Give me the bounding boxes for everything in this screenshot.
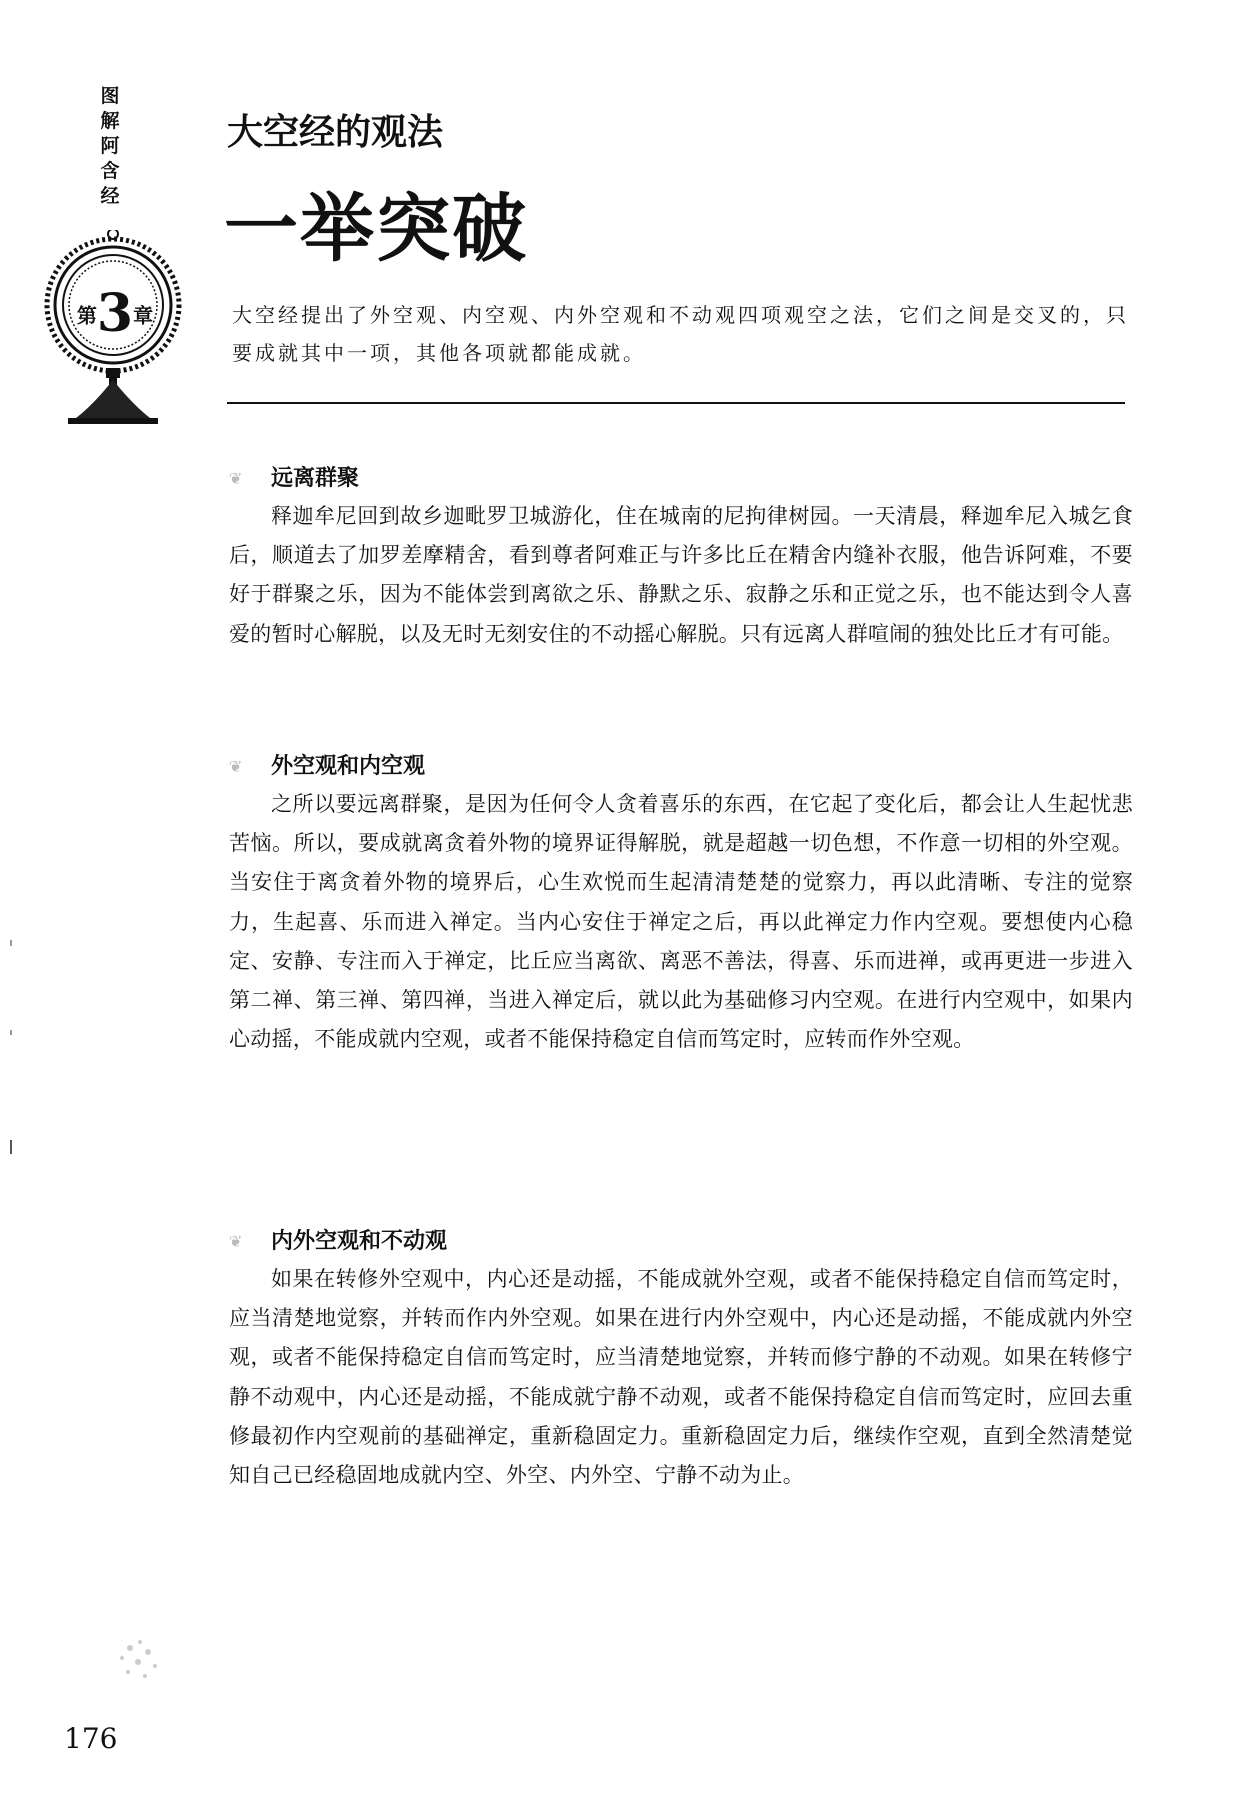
section-distance-from-crowds: [229, 461, 1133, 654]
leaf-ornament-icon: ❦: [229, 757, 241, 776]
section-heading-text: 外空观和内空观: [271, 754, 426, 779]
section-outer-inner-emptiness: [229, 749, 1133, 1059]
section-body: 释迦牟尼回到故乡迦毗罗卫城游化，住在城南的尼拘律树园。一天清晨，释迦牟尼入城乞食后，顺道去了加罗差摩精舍，看到尊者阿难正与许多比丘在精舍内缝补衣服，他告诉阿难，不要好于群聚之乐，因为不能体尝到离欲之乐、静默之乐、寂静之乐和正觉之乐，也不能达到令人喜爱的暂时心解脱，以及无时无刻安住的不动摇心解脱。只有远离人群喧闹的独处比丘才有可能。: [229, 504, 1133, 646]
page-number: 176: [64, 1722, 118, 1755]
scan-edge-marks: [8, 940, 14, 1160]
chapter-suffix: 章: [133, 303, 154, 328]
side-title-char: 阿: [100, 135, 120, 157]
section-heading: [229, 749, 1133, 785]
chapter-prefix: 第: [76, 303, 97, 328]
section-combined-emptiness-immovable: [229, 1224, 1133, 1495]
side-book-title: [92, 84, 128, 209]
side-title-char: 图: [100, 85, 120, 107]
chapter-number: 3: [96, 283, 134, 344]
divider: [227, 402, 1125, 404]
section-body: 之所以要远离群聚，是因为任何令人贪着喜乐的东西，在它起了变化后，都会让人生起忧悲苦恼。所以，要成就离贪着外物的境界证得解脱，就是超越一切色想，不作意一切相的外空观。当安住于离贪着外物的境界后，心生欢悦而生起清清楚楚的觉察力，再以此清晰、专注的觉察力，生起喜、乐而进入禅定。当内心安住于禅定之后，再以此禅定力作内空观。要想使内心稳定、安静、专注而入于禅定，比丘应当离欲、离恶不善法，得喜、乐而进禅，或再更进一步进入第二禅、第三禅、第四禅，当进入禅定后，就以此为基础修习内空观。在进行内空观中，如果内心动摇，不能成就内空观，或者不能保持稳定自信而笃定时，应转而作外空观。: [229, 792, 1133, 1052]
intro-paragraph: 大空经提出了外空观、内空观、内外空观和不动观四项观空之法，它们之间是交叉的，只要成就其中一项，其他各项就都能成就。: [232, 303, 1129, 365]
side-title-char: 含: [100, 160, 120, 182]
section-body: 如果在转修外空观中，内心还是动摇，不能成就外空观，或者不能保持稳定自信而笃定时，应当清楚地觉察，并转而作内外空观。如果在进行内外空观中，内心还是动摇，不能成就内外空观，或者不能保持稳定自信而笃定时，应当清楚地觉察，并转而修宁静的不动观。如果在转修宁静不动观中，内心还是动摇，不能成就宁静不动观，或者不能保持稳定自信而笃定时，应回去重修最初作内空观前的基础禅定，重新稳固定力。重新稳固定力后，继续作空观，直到全然清楚觉知自己已经稳固地成就内空、外空、内外空、宁静不动为止。: [229, 1267, 1133, 1488]
side-title-char: 解: [100, 110, 120, 132]
leaf-ornament-icon: ❦: [229, 469, 241, 488]
section-heading-text: 远离群聚: [271, 466, 360, 491]
section-heading-text: 内外空观和不动观: [271, 1229, 448, 1254]
page-subtitle: 大空经的观法: [227, 111, 444, 153]
leaf-ornament-icon: ❦: [229, 1232, 241, 1251]
floral-ornament-icon: [100, 1628, 180, 1688]
chapter-badge: [65, 283, 165, 344]
side-title-char: 经: [100, 185, 120, 207]
section-heading: [229, 1224, 1133, 1260]
page-title: 一举突破: [224, 186, 528, 272]
section-heading: [229, 461, 1133, 497]
